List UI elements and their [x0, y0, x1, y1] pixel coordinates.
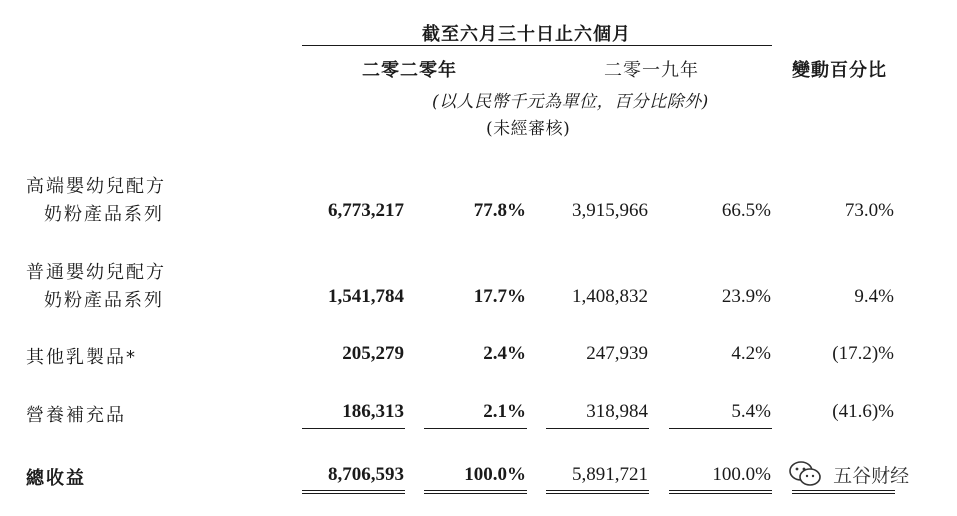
total-double-line-2020-pct-top	[424, 490, 527, 491]
row-premium-2019-pct: 66.5%	[721, 200, 771, 221]
total-double-line-2020-value-bottom	[302, 493, 405, 494]
total-2020-pct: 100.0%	[464, 464, 526, 485]
total-2020-value: 8,706,593	[328, 464, 404, 485]
total-double-line-2019-pct-top	[669, 490, 772, 491]
row-other-dairy-2019-pct: 4.2%	[731, 343, 771, 364]
total-double-line-2020-value-top	[302, 490, 405, 491]
row-premium-2019-value: 3,915,966	[572, 200, 648, 221]
row-other-dairy-2020-value: 205,279	[342, 343, 404, 364]
row-regular-2019-pct: 23.9%	[721, 286, 771, 307]
row-regular-label-1: 普通嬰幼兒配方	[26, 262, 166, 283]
total-double-line-2019-value-bottom	[546, 493, 649, 494]
row-other-dairy-2019-value: 247,939	[586, 343, 648, 364]
total-2019-pct: 100.0%	[712, 464, 771, 485]
row-nutrition-label: 營養補充品	[26, 405, 126, 426]
row-other-dairy-change: (17.2)%	[832, 343, 894, 364]
row-premium-2020-pct: 77.8%	[473, 200, 526, 221]
wechat-icon	[788, 460, 822, 488]
watermark-text: 五谷财经	[833, 464, 910, 487]
row-regular-label-2: 奶粉產品系列	[44, 290, 164, 311]
total-double-line-change-bottom	[792, 493, 895, 494]
row-premium-label-2: 奶粉產品系列	[44, 204, 164, 225]
row-premium-label-1: 高端嬰幼兒配方	[26, 176, 166, 197]
total-double-line-change-top	[792, 490, 895, 491]
row-premium-change: 73.0%	[844, 200, 894, 221]
row-other-dairy-label: 其他乳製品*	[26, 347, 137, 368]
subtotal-line-2019-value	[546, 428, 649, 429]
subtotal-line-2020-value	[302, 428, 405, 429]
total-double-line-2019-value-top	[546, 490, 649, 491]
row-nutrition-2019-value: 318,984	[586, 401, 648, 422]
subtotal-line-2020-pct	[424, 428, 527, 429]
row-premium-2020-value: 6,773,217	[328, 200, 404, 221]
row-nutrition-2019-pct: 5.4%	[731, 401, 771, 422]
year-2019-header: 二零一九年	[604, 60, 699, 81]
total-label: 總收益	[26, 468, 86, 489]
row-regular-2020-pct: 17.7%	[473, 286, 526, 307]
period-header: 截至六月三十日止六個月	[422, 24, 631, 45]
row-nutrition-2020-pct: 2.1%	[483, 401, 526, 422]
subtotal-line-2019-pct	[669, 428, 772, 429]
period-underline	[302, 45, 772, 46]
total-double-line-2020-pct-bottom	[424, 493, 527, 494]
row-other-dairy-2020-pct: 2.4%	[483, 343, 526, 364]
change-header: 變動百分比	[792, 60, 887, 81]
watermark	[788, 460, 909, 488]
row-regular-2020-value: 1,541,784	[328, 286, 404, 307]
row-regular-change: 9.4%	[854, 286, 894, 307]
total-2019-value: 5,891,721	[572, 464, 648, 485]
row-regular-2019-value: 1,408,832	[572, 286, 648, 307]
year-2020-header: 二零二零年	[362, 60, 457, 81]
unit-note: (以人民幣千元為單位，百分比除外)	[432, 92, 709, 112]
total-double-line-2019-pct-bottom	[669, 493, 772, 494]
unaudited-note: (未經審核)	[486, 119, 571, 139]
row-nutrition-change: (41.6)%	[832, 401, 894, 422]
row-nutrition-2020-value: 186,313	[342, 401, 404, 422]
